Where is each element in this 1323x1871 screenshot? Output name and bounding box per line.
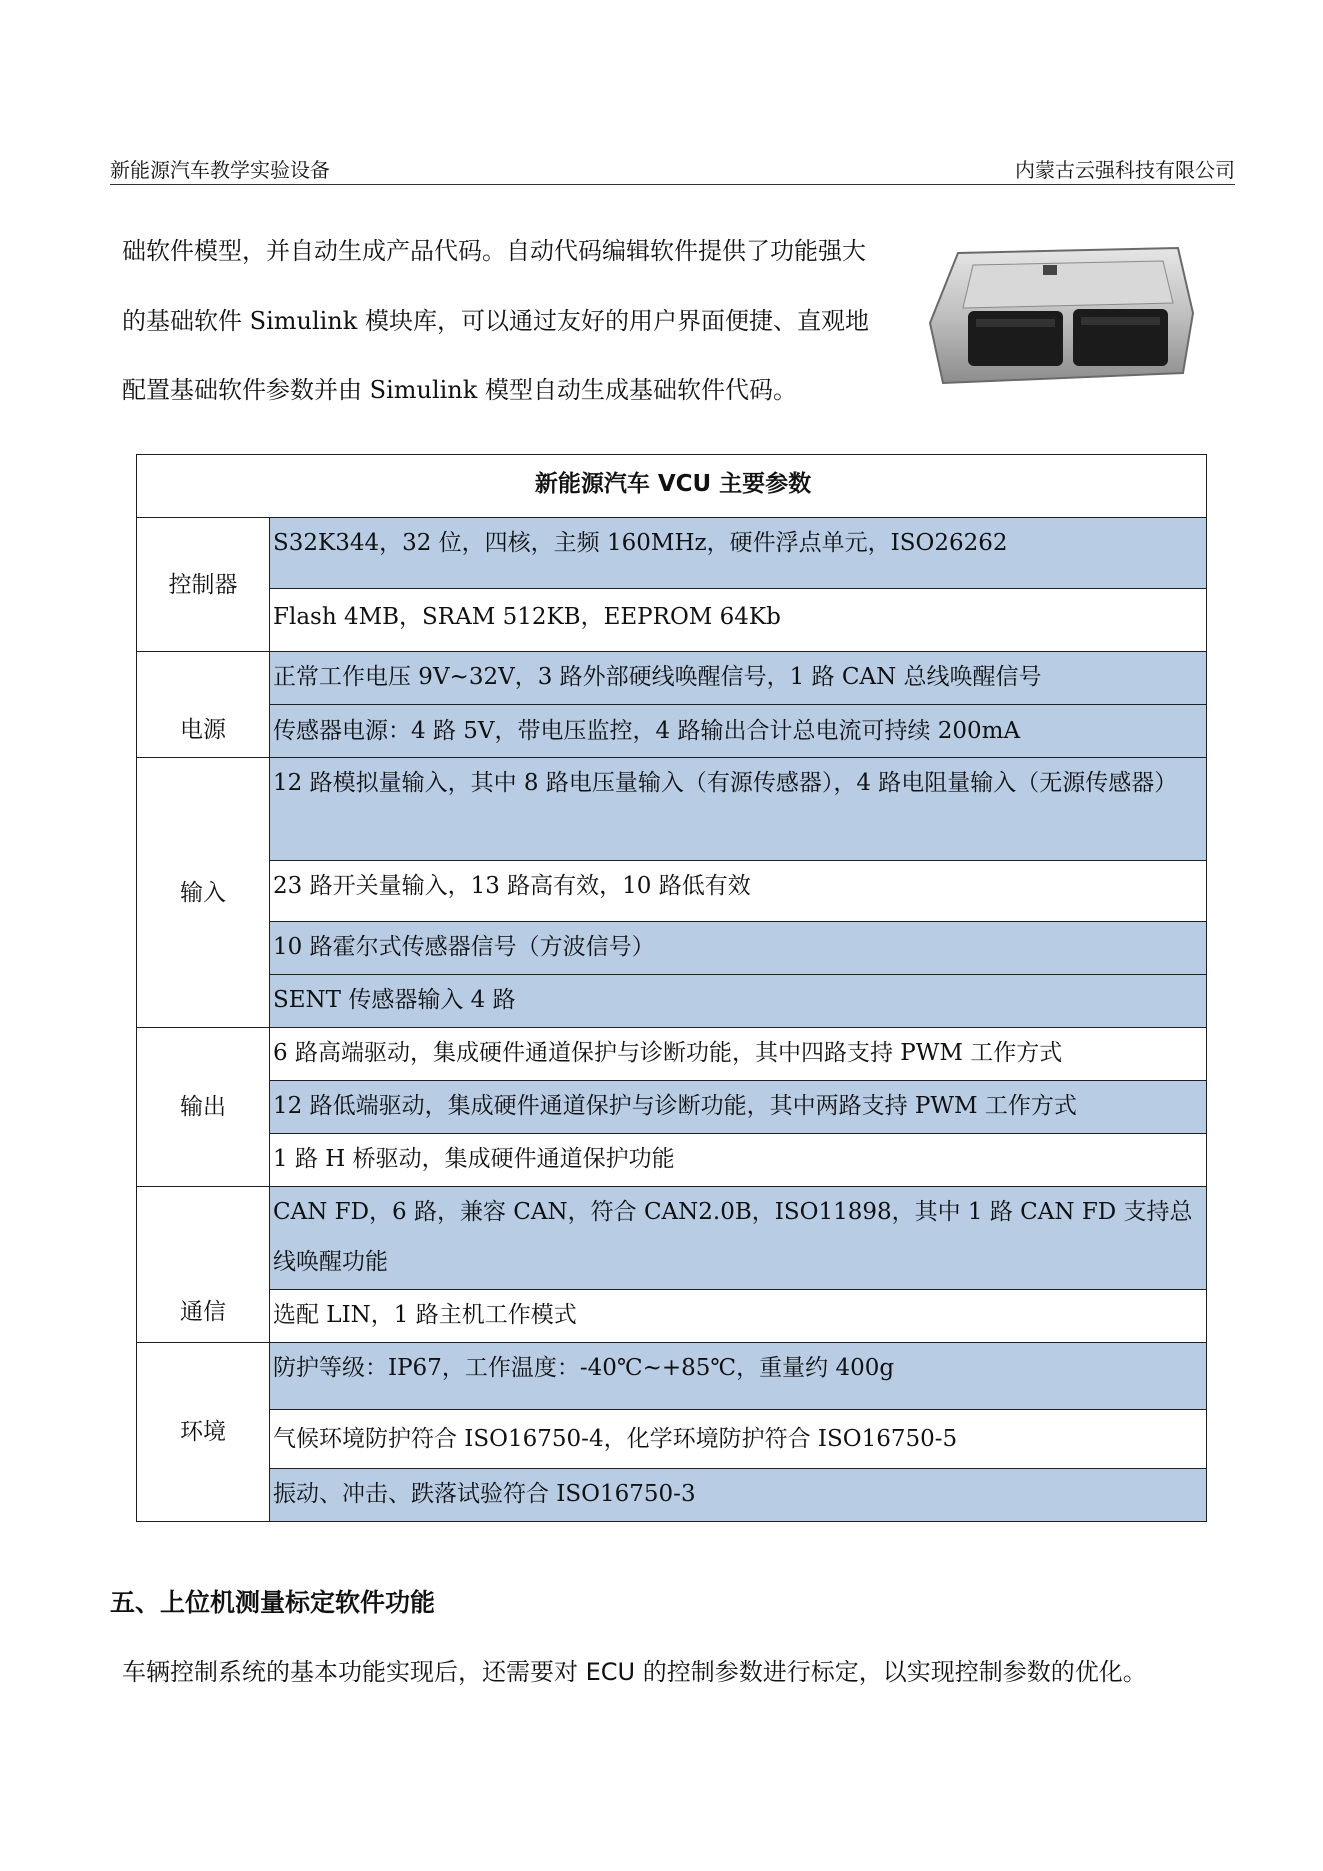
category-output: 输出 [137,1028,270,1187]
category-power: 电源 [137,652,270,758]
table-cell: S32K344，32 位，四核，主频 160MHz，硬件浮点单元，ISO26262 [270,518,1207,589]
section-paragraph: 车辆控制系统的基本功能实现后，还需要对 ECU 的控制参数进行标定，以实现控制参数的优化。 [122,1658,1147,1686]
table-cell: 振动、冲击、跌落试验符合 ISO16750-3 [270,1469,1207,1522]
table-cell: CAN FD，6 路，兼容 CAN，符合 CAN2.0B，ISO11898，其中 1 路 CAN FD 支持总线唤醒功能 [270,1187,1207,1290]
category-environment: 环境 [137,1343,270,1522]
header-company-name: 内蒙古云强科技有限公司 [1015,158,1235,182]
category-controller: 控制器 [137,518,270,652]
table-cell: 气候环境防护符合 ISO16750-4，化学环境防护符合 ISO16750-5 [270,1410,1207,1469]
ecu-module-image [928,243,1196,388]
table-cell: 10 路霍尔式传感器信号（方波信号） [270,922,1207,975]
category-input: 输入 [137,758,270,1028]
section-heading: 五、上位机测量标定软件功能 [110,1588,436,1617]
category-communication: 通信 [137,1187,270,1343]
table-cell: 传感器电源：4 路 5V，带电压监控，4 路输出合计总电流可持续 200mA [270,705,1207,758]
page-header [110,158,1235,185]
table-cell: 正常工作电压 9V~32V，3 路外部硬线唤醒信号，1 路 CAN 总线唤醒信号 [270,652,1207,705]
table-cell: Flash 4MB，SRAM 512KB，EEPROM 64Kb [270,589,1207,652]
table-cell: 12 路模拟量输入，其中 8 路电压量输入（有源传感器），4 路电阻量输入（无源传感器） [270,758,1207,861]
table-cell: 23 路开关量输入，13 路高有效，10 路低有效 [270,861,1207,922]
table-cell: SENT 传感器输入 4 路 [270,975,1207,1028]
intro-line-2: 的基础软件 Simulink 模块库，可以通过友好的用户界面便捷、直观地 [122,307,869,335]
table-title: 新能源汽车 VCU 主要参数 [137,455,1207,518]
table-cell: 6 路高端驱动，集成硬件通道保护与诊断功能，其中四路支持 PWM 工作方式 [270,1028,1207,1081]
table-cell: 1 路 H 桥驱动，集成硬件通道保护功能 [270,1134,1207,1187]
table-cell: 12 路低端驱动，集成硬件通道保护与诊断功能，其中两路支持 PWM 工作方式 [270,1081,1207,1134]
header-left-title: 新能源汽车教学实验设备 [110,158,330,182]
intro-line-1: 础软件模型，并自动生成产品代码。自动代码编辑软件提供了功能强大 [122,237,866,265]
table-cell: 选配 LIN，1 路主机工作模式 [270,1290,1207,1343]
table-cell: 防护等级：IP67，工作温度：-40℃~+85℃，重量约 400g [270,1343,1207,1410]
vcu-parameter-table [136,454,1207,1522]
intro-line-3: 配置基础软件参数并由 Simulink 模型自动生成基础软件代码。 [122,376,797,404]
